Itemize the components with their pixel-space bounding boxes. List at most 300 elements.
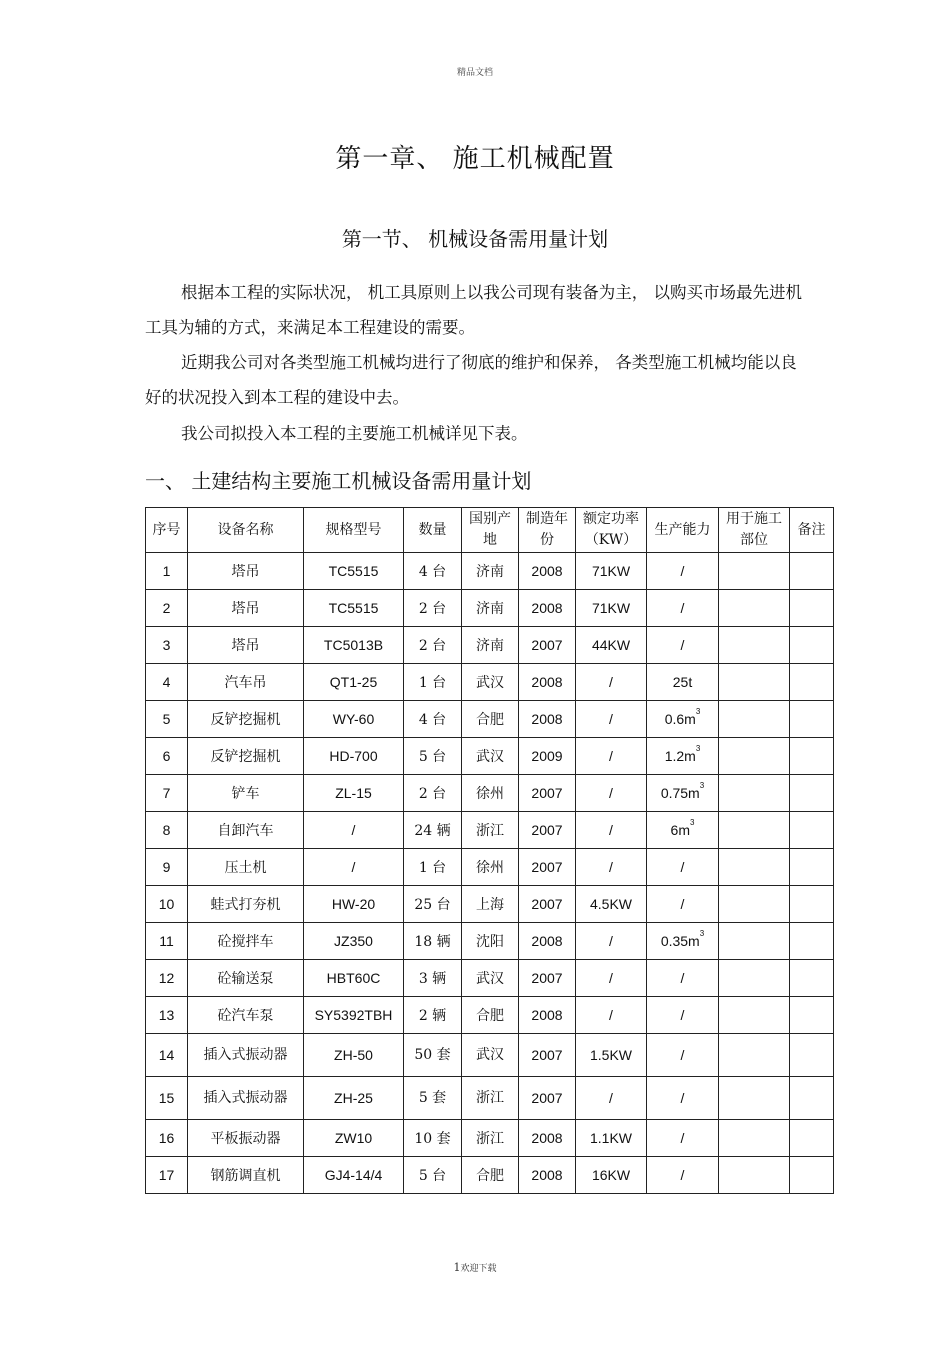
model-cell-text: ZW10 (334, 1130, 373, 1146)
year-cell-text: 2007 (531, 785, 563, 801)
origin-cell (462, 1034, 519, 1077)
remark-cell (790, 886, 834, 923)
equipment-name-cell (188, 1157, 304, 1194)
paragraph-2 (145, 345, 805, 415)
row-number-cell-text: 11 (159, 933, 174, 949)
capacity-cell (647, 664, 719, 701)
remark-cell (790, 590, 834, 627)
row-number-cell-text: 12 (158, 970, 175, 986)
location-cell (719, 1077, 790, 1120)
header-cell: 制造年份 (519, 508, 576, 553)
year-cell (519, 1120, 576, 1157)
row-number-cell-text: 7 (162, 785, 171, 801)
location-cell (719, 960, 790, 997)
model-cell-text: ZH-50 (334, 1047, 373, 1063)
origin-cell (462, 553, 519, 590)
equipment-name-cell (188, 590, 304, 627)
model-cell-text: / (351, 859, 356, 875)
model-cell-text: ZL-15 (335, 785, 372, 801)
capacity-cell (647, 738, 719, 775)
model-cell-text: QT1-25 (329, 674, 378, 690)
location-cell (719, 590, 790, 627)
table-body (146, 553, 834, 1194)
origin-cell-text: 济南 (476, 564, 504, 580)
origin-cell-text: 上海 (476, 897, 504, 913)
origin-cell (462, 812, 519, 849)
capacity-cell (647, 701, 719, 738)
power-cell-text: / (609, 785, 613, 801)
row-number-cell (146, 775, 188, 812)
year-cell (519, 849, 576, 886)
year-cell-text: 2007 (531, 1090, 563, 1106)
year-cell-text: 2008 (531, 933, 563, 949)
table-row (146, 849, 834, 886)
table-header-row (146, 508, 834, 553)
year-cell-text: 2008 (531, 1167, 563, 1183)
row-number-cell-text: 14 (158, 1047, 175, 1063)
model-cell (304, 997, 404, 1034)
origin-cell (462, 1077, 519, 1120)
power-cell-text: 4.5KW (589, 896, 632, 912)
row-number-cell (146, 997, 188, 1034)
power-cell-text: / (609, 748, 613, 764)
origin-cell-text: 合肥 (476, 712, 504, 728)
equipment-name-cell (188, 1077, 304, 1120)
table-row (146, 1077, 834, 1120)
remark-cell (790, 701, 834, 738)
row-number-cell-text: 13 (158, 1007, 175, 1023)
row-number-cell-text: 3 (162, 637, 171, 653)
origin-cell (462, 627, 519, 664)
row-number-cell-text: 17 (158, 1167, 175, 1183)
year-cell (519, 664, 576, 701)
equipment-name-cell-text: 反铲挖掘机 (210, 749, 281, 765)
remark-cell (790, 664, 834, 701)
equipment-name-cell (188, 886, 304, 923)
origin-cell-text: 济南 (476, 638, 504, 654)
capacity-cell (647, 1120, 719, 1157)
quantity-cell (404, 1157, 462, 1194)
model-cell-text: / (351, 822, 356, 838)
capacity-cell (647, 923, 719, 960)
model-cell (304, 886, 404, 923)
equipment-name-cell-text: 压土机 (224, 860, 267, 876)
origin-cell (462, 1157, 519, 1194)
row-number-cell (146, 960, 188, 997)
chapter-title: 第一章、 施工机械配置 (335, 144, 615, 174)
power-cell (576, 1077, 647, 1120)
quantity-cell (404, 664, 462, 701)
capacity-cell-text: / (680, 1167, 685, 1183)
remark-cell (790, 812, 834, 849)
model-cell (304, 553, 404, 590)
power-cell (576, 812, 647, 849)
year-cell (519, 738, 576, 775)
capacity-cell (647, 886, 719, 923)
quantity-cell-text: 3 辆 (418, 971, 447, 987)
capacity-cell (647, 590, 719, 627)
remark-cell (790, 1157, 834, 1194)
origin-cell (462, 960, 519, 997)
equipment-name-cell-text: 蛙式打夯机 (210, 897, 281, 913)
quantity-cell-text: 2 台 (418, 638, 447, 654)
row-number-cell (146, 627, 188, 664)
quantity-cell (404, 1034, 462, 1077)
power-cell (576, 849, 647, 886)
row-number-cell (146, 812, 188, 849)
location-cell (719, 849, 790, 886)
origin-cell-text: 合肥 (476, 1168, 504, 1184)
power-cell (576, 1157, 647, 1194)
quantity-cell (404, 960, 462, 997)
year-cell (519, 923, 576, 960)
quantity-cell-text: 2 辆 (418, 1008, 447, 1024)
year-cell-text: 2008 (531, 1007, 563, 1023)
remark-cell (790, 960, 834, 997)
origin-cell-text: 浙江 (476, 1131, 504, 1147)
equipment-name-cell-text: 反铲挖掘机 (210, 712, 281, 728)
equipment-table (145, 507, 834, 1194)
equipment-name-cell (188, 1120, 304, 1157)
origin-cell-text: 武汉 (476, 675, 504, 691)
equipment-name-cell-text: 砼汽车泵 (217, 1008, 274, 1024)
row-number-cell (146, 701, 188, 738)
origin-cell-text: 武汉 (476, 749, 504, 765)
location-cell (719, 1120, 790, 1157)
quantity-cell (404, 775, 462, 812)
origin-cell (462, 997, 519, 1034)
year-cell (519, 553, 576, 590)
model-cell (304, 775, 404, 812)
section-title: 第一节、 机械设备需用量计划 (341, 227, 609, 251)
year-cell (519, 886, 576, 923)
quantity-cell (404, 627, 462, 664)
quantity-cell (404, 849, 462, 886)
table-row (146, 960, 834, 997)
capacity-cell-text: 25t (672, 674, 693, 690)
row-number-cell-text: 2 (162, 600, 171, 616)
remark-cell (790, 997, 834, 1034)
row-number-cell (146, 1077, 188, 1120)
origin-cell (462, 664, 519, 701)
capacity-cell-text: / (680, 970, 685, 986)
model-cell (304, 849, 404, 886)
location-cell (719, 775, 790, 812)
header-cell: 设备名称 (188, 508, 304, 553)
power-cell (576, 775, 647, 812)
equipment-name-cell (188, 738, 304, 775)
quantity-cell-text: 5 台 (418, 1168, 447, 1184)
capacity-cell (647, 812, 719, 849)
year-cell-text: 2008 (531, 1130, 563, 1146)
model-cell (304, 1034, 404, 1077)
power-cell-text: / (609, 674, 613, 690)
quantity-cell-text: 2 台 (418, 786, 447, 802)
row-number-cell (146, 590, 188, 627)
header-cell: 数量 (404, 508, 462, 553)
quantity-cell-text: 5 台 (418, 749, 447, 765)
origin-cell (462, 886, 519, 923)
year-cell (519, 960, 576, 997)
remark-cell (790, 553, 834, 590)
model-cell-text: WY-60 (332, 711, 375, 727)
header-cell: 国别产地 (462, 508, 519, 553)
equipment-name-cell-text: 钢筋调直机 (210, 1168, 281, 1184)
year-cell-text: 2008 (531, 674, 563, 690)
capacity-cell-text: 0.75m (660, 785, 700, 801)
origin-cell (462, 849, 519, 886)
year-cell-text: 2007 (531, 859, 563, 875)
remark-cell (790, 1034, 834, 1077)
quantity-cell (404, 738, 462, 775)
sub-heading: 一、 土建结构主要施工机械设备需用量计划 (145, 469, 532, 493)
location-cell (719, 553, 790, 590)
equipment-name-cell-text: 铲车 (231, 786, 260, 802)
location-cell (719, 1157, 790, 1194)
power-cell-text: / (609, 1090, 613, 1106)
power-cell (576, 664, 647, 701)
location-cell (719, 1034, 790, 1077)
equipment-name-cell-text: 塔吊 (231, 601, 260, 617)
capacity-cell-text: 0.6m (664, 711, 696, 727)
table-row (146, 775, 834, 812)
year-cell-text: 2007 (531, 1047, 563, 1063)
capacity-cell-text: 0.35m (660, 933, 700, 949)
power-cell-text: 71KW (591, 600, 631, 616)
quantity-cell (404, 1120, 462, 1157)
origin-cell (462, 775, 519, 812)
origin-cell-text: 合肥 (476, 1008, 504, 1024)
capacity-cell (647, 1157, 719, 1194)
row-number-cell-text: 10 (158, 896, 175, 912)
header-cell: 额定功率（KW） (576, 508, 647, 553)
capacity-cell-text: / (680, 637, 685, 653)
power-cell-text: 71KW (591, 563, 631, 579)
origin-cell (462, 923, 519, 960)
row-number-cell-text: 15 (158, 1090, 175, 1106)
model-cell-text: TC5515 (328, 600, 379, 616)
equipment-name-cell-text: 塔吊 (231, 638, 260, 654)
equipment-name-cell (188, 775, 304, 812)
power-cell (576, 738, 647, 775)
table-row (146, 886, 834, 923)
year-cell (519, 701, 576, 738)
row-number-cell (146, 849, 188, 886)
power-cell-text: 1.5KW (589, 1047, 632, 1063)
capacity-cell-text: / (680, 600, 685, 616)
year-cell-text: 2007 (531, 896, 563, 912)
location-cell (719, 738, 790, 775)
row-number-cell-text: 5 (162, 711, 171, 727)
power-cell-text: / (609, 859, 613, 875)
model-cell (304, 627, 404, 664)
year-cell (519, 812, 576, 849)
capacity-cell-text: / (680, 563, 685, 579)
model-cell-text: GJ4-14/4 (324, 1167, 383, 1183)
capacity-cell-text: / (680, 1130, 685, 1146)
remark-cell (790, 1077, 834, 1120)
equipment-name-cell (188, 553, 304, 590)
location-cell (719, 923, 790, 960)
superscript-cubic: 3 (699, 929, 705, 938)
origin-cell (462, 701, 519, 738)
model-cell-text: HBT60C (326, 970, 381, 986)
model-cell-text: HW-20 (331, 896, 376, 912)
remark-cell (790, 849, 834, 886)
capacity-cell-text: / (680, 1007, 685, 1023)
footer-text: 欢迎下载 (460, 1264, 497, 1274)
table-row (146, 1034, 834, 1077)
quantity-cell-text: 1 台 (418, 860, 447, 876)
capacity-cell (647, 553, 719, 590)
row-number-cell-text: 9 (162, 859, 171, 875)
quantity-cell-text: 50 套 (414, 1047, 451, 1063)
table-row (146, 627, 834, 664)
equipment-name-cell (188, 1034, 304, 1077)
location-cell (719, 886, 790, 923)
capacity-cell-text: 6m (670, 822, 690, 838)
remark-cell (790, 1120, 834, 1157)
model-cell-text: JZ350 (334, 933, 373, 949)
year-cell (519, 1157, 576, 1194)
paragraph-2-text: 近期我公司对各类型施工机械均进行了彻底的维护和保养， 各类型施工机械均能以良好的状况投入到本工程的建设中去。 (145, 353, 797, 407)
origin-cell-text: 浙江 (476, 823, 504, 839)
equipment-name-cell (188, 960, 304, 997)
power-cell-text: / (609, 1007, 613, 1023)
model-cell (304, 1077, 404, 1120)
equipment-name-cell (188, 627, 304, 664)
equipment-name-cell-text: 插入式振动器 (203, 1047, 288, 1063)
year-cell-text: 2008 (531, 563, 563, 579)
table-row (146, 997, 834, 1034)
equipment-name-cell (188, 997, 304, 1034)
model-cell (304, 738, 404, 775)
table-row (146, 1157, 834, 1194)
year-cell-text: 2008 (531, 600, 563, 616)
row-number-cell (146, 553, 188, 590)
power-cell-text: 1.1KW (589, 1130, 632, 1146)
power-cell-text: / (609, 970, 613, 986)
remark-cell (790, 738, 834, 775)
capacity-cell-text: / (680, 1047, 685, 1063)
power-cell (576, 886, 647, 923)
year-cell-text: 2007 (531, 970, 563, 986)
header-cell: 序号 (146, 508, 188, 553)
power-cell (576, 553, 647, 590)
model-cell (304, 1157, 404, 1194)
row-number-cell (146, 923, 188, 960)
power-cell-text: / (609, 822, 613, 838)
year-cell-text: 2007 (531, 822, 563, 838)
equipment-name-cell-text: 汽车吊 (224, 675, 267, 691)
remark-cell (790, 627, 834, 664)
header-cell: 规格型号 (304, 508, 404, 553)
quantity-cell (404, 923, 462, 960)
model-cell (304, 701, 404, 738)
row-number-cell-text: 8 (162, 822, 171, 838)
page-footer (0, 1261, 950, 1274)
origin-cell (462, 590, 519, 627)
model-cell (304, 1120, 404, 1157)
table-row (146, 812, 834, 849)
table-row (146, 923, 834, 960)
model-cell-text: TC5515 (328, 563, 379, 579)
superscript-cubic: 3 (699, 781, 705, 790)
remark-cell (790, 923, 834, 960)
row-number-cell (146, 1034, 188, 1077)
quantity-cell (404, 886, 462, 923)
location-cell (719, 664, 790, 701)
quantity-cell (404, 590, 462, 627)
table-row (146, 590, 834, 627)
quantity-cell-text: 24 辆 (414, 823, 451, 839)
power-cell (576, 997, 647, 1034)
quantity-cell (404, 997, 462, 1034)
capacity-cell (647, 627, 719, 664)
model-cell-text: TC5013B (323, 637, 384, 653)
paragraph-1-text: 根据本工程的实际状况， 机工具原则上以我公司现有装备为主， 以购买市场最先进机工具为辅的方式，来满足本工程建设的需要。 (145, 283, 802, 337)
origin-cell-text: 徐州 (476, 786, 504, 802)
origin-cell-text: 浙江 (476, 1090, 504, 1106)
origin-cell (462, 738, 519, 775)
header-cell: 备注 (790, 508, 834, 553)
origin-cell-text: 武汉 (476, 971, 504, 987)
paragraph-1 (145, 275, 805, 345)
power-cell (576, 1120, 647, 1157)
model-cell-text: ZH-25 (334, 1090, 373, 1106)
equipment-name-cell-text: 塔吊 (231, 564, 260, 580)
equipment-name-cell-text: 砼搅拌车 (217, 934, 274, 950)
quantity-cell-text: 5 套 (418, 1090, 447, 1106)
location-cell (719, 812, 790, 849)
equipment-name-cell-text: 平板振动器 (210, 1131, 281, 1147)
row-number-cell (146, 664, 188, 701)
capacity-cell-text: / (680, 1090, 685, 1106)
quantity-cell (404, 553, 462, 590)
model-cell (304, 812, 404, 849)
table-row (146, 701, 834, 738)
power-cell (576, 960, 647, 997)
equipment-name-cell (188, 664, 304, 701)
quantity-cell (404, 1077, 462, 1120)
header-cell: 用于施工部位 (719, 508, 790, 553)
year-cell (519, 997, 576, 1034)
model-cell (304, 960, 404, 997)
power-cell (576, 627, 647, 664)
header-cell: 生产能力 (647, 508, 719, 553)
remark-cell (790, 775, 834, 812)
capacity-cell (647, 775, 719, 812)
model-cell-text: SY5392TBH (314, 1007, 393, 1023)
quantity-cell (404, 701, 462, 738)
quantity-cell-text: 4 台 (418, 564, 447, 580)
location-cell (719, 997, 790, 1034)
model-cell-text: HD-700 (329, 748, 378, 764)
superscript-cubic: 3 (695, 707, 701, 716)
year-cell-text: 2008 (531, 711, 563, 727)
origin-cell-text: 济南 (476, 601, 504, 617)
power-cell-text: 44KW (591, 637, 631, 653)
model-cell (304, 923, 404, 960)
equipment-name-cell (188, 923, 304, 960)
row-number-cell-text: 16 (158, 1130, 175, 1146)
row-number-cell (146, 1120, 188, 1157)
capacity-cell (647, 960, 719, 997)
quantity-cell-text: 4 台 (418, 712, 447, 728)
year-cell (519, 1077, 576, 1120)
superscript-cubic: 3 (695, 744, 701, 753)
location-cell (719, 701, 790, 738)
